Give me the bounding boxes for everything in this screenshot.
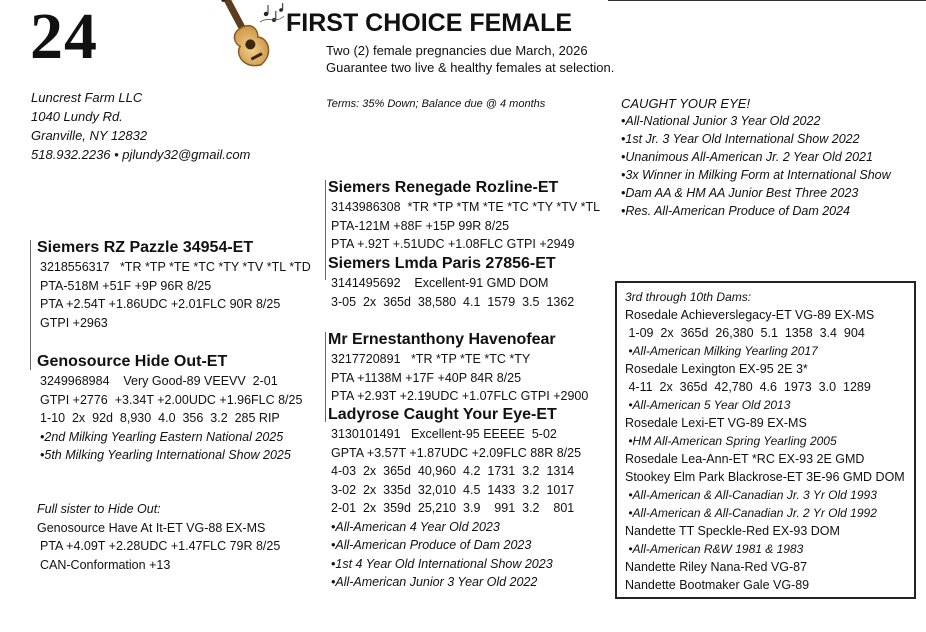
info-line: PTA +2.93T +2.19UDC +1.07FLC GTPI +2900 [331, 389, 589, 403]
full-sister-block [37, 500, 280, 574]
info-line: PTA +1138M +17F +40P 84R 8/25 [331, 370, 522, 385]
dam-row: •All-American & All-Canadian Jr. 3 Yr Old 1993 [625, 488, 877, 502]
info-line: GTPI +2963 [40, 315, 108, 330]
award-line: •All-National Junior 3 Year Old 2022 [621, 114, 821, 128]
dam-row: Nandette Bootmaker Gale VG-89 [625, 578, 810, 592]
award-line: •All-American 4 Year Old 2023 [331, 519, 500, 534]
info-line: 2-01 2x 359d 25,210 3.9 991 3.2 801 [331, 501, 575, 515]
pedigree-bracket [325, 180, 326, 280]
dam-block [37, 352, 302, 465]
info-line: 1-10 2x 92d 8,930 4.0 356 3.2 285 RIP [40, 411, 280, 425]
award-line: •Unanimous All-American Jr. 2 Year Old 2021 [621, 150, 873, 164]
award-line: •1st Jr. 3 Year Old International Show 2022 [621, 132, 860, 146]
subtitle-line: Guarantee two live & healthy females at selection. [326, 60, 615, 75]
dam-block [328, 254, 574, 311]
dam-row: Rosedale Achieverslegacy-ET VG-89 EX-MS [625, 308, 875, 322]
animal-name: Siemers RZ Pazzle 34954-ET [37, 239, 254, 256]
caught-your-eye-block [621, 95, 891, 220]
phone-email: 518.932.2236 • pjlundy32@gmail.com [31, 147, 251, 162]
dam-row: •All-American Milking Yearling 2017 [625, 344, 818, 358]
pedigree-bracket [325, 332, 326, 422]
info-line: 3141495692 Excellent-91 GMD DOM [331, 276, 549, 290]
dam-row: Stookey Elm Park Blackrose-ET 3E-96 GMD DOM [625, 470, 905, 484]
info-line: 3-05 2x 365d 38,580 4.1 1579 3.5 1362 [331, 294, 575, 309]
animal-name: Genosource Have At It-ET VG-88 EX-MS [37, 520, 266, 535]
dam-row: 4-11 2x 365d 42,780 4.6 1973 3.0 1289 [625, 380, 871, 394]
award-line: •Res. All-American Produce of Dam 2024 [621, 204, 851, 218]
terms-text: Terms: 35% Down; Balance due @ 4 months [326, 98, 546, 110]
info-line: 4-03 2x 365d 40,960 4.2 1731 3.2 1314 [331, 464, 575, 478]
lot-number: 24 [30, 0, 98, 73]
contact-block [31, 88, 250, 164]
info-line: 3217720891 *TR *TP *TE *TC *TY [331, 352, 531, 366]
farm-name: Luncrest Farm LLC [31, 90, 143, 105]
award-line: •All-American Produce of Dam 2023 [331, 538, 532, 552]
dam-row: Rosedale Lea-Ann-ET *RC EX-93 2E GMD [625, 452, 865, 466]
sire-block [328, 178, 600, 254]
section-label: Full sister to Hide Out: [37, 502, 161, 516]
section-heading: CAUGHT YOUR EYE! [621, 96, 751, 111]
animal-name: Genosource Hide Out-ET [37, 353, 228, 370]
address-line: 1040 Lundy Rd. [31, 109, 123, 124]
page-title: FIRST CHOICE FEMALE [286, 9, 573, 37]
info-line: 3143986308 *TR *TP *TM *TE *TC *TY *TV *TL [331, 200, 601, 214]
subtitle-line: Two (2) female pregnancies due March, 2026 [326, 43, 588, 58]
dam-row: Rosedale Lexi-ET VG-89 EX-MS [625, 416, 807, 430]
dam-row: Nandette Riley Nana-Red VG-87 [625, 560, 808, 574]
guitar-icon [208, 0, 288, 78]
animal-name: Mr Ernestanthony Havenofear [328, 331, 556, 348]
info-line: GPTA +3.57T +1.87UDC +2.09FLC 88R 8/25 [331, 445, 582, 460]
dam-row: •All-American & All-Canadian Jr. 2 Yr Old 1992 [625, 506, 877, 520]
animal-name: Siemers Lmda Paris 27856-ET [328, 255, 556, 272]
info-line: PTA-518M +51F +9P 96R 8/25 [40, 278, 212, 293]
pedigree-bracket [30, 240, 31, 370]
top-divider [608, 0, 926, 1]
award-line: •3x Winner in Milking Form at International Show [621, 168, 891, 182]
info-line: CAN-Conformation +13 [40, 557, 171, 572]
subtitle [326, 42, 614, 76]
dam-row: 1-09 2x 365d 26,380 5.1 1358 3.4 904 [625, 326, 865, 340]
info-line: 3218556317 *TR *TP *TE *TC *TY *TV *TL *TD [40, 260, 311, 274]
animal-name: Ladyrose Caught Your Eye-ET [328, 406, 557, 423]
dam-rows [625, 306, 914, 594]
dam-row: •HM All-American Spring Yearling 2005 [625, 434, 837, 448]
info-line: 3249968984 Very Good-89 VEEVV 2-01 [40, 374, 278, 388]
info-line: 3130101491 Excellent-95 EEEEE 5-02 [331, 427, 557, 441]
dam-row: Rosedale Lexington EX-95 2E 3* [625, 362, 808, 376]
dam-row: Nandette TT Speckle-Red EX-93 DOM [625, 524, 840, 538]
info-line: PTA +.92T +.51UDC +1.08FLC GTPI +2949 [331, 237, 575, 251]
dam-row: •All-American R&W 1981 & 1983 [625, 542, 804, 556]
info-line: PTA +4.09T +2.28UDC +1.47FLC 79R 8/25 [40, 539, 281, 553]
award-line: •Dam AA & HM AA Junior Best Three 2023 [621, 186, 859, 200]
info-line: GTPI +2776 +3.34T +2.00UDC +1.96FLC 8/25 [40, 392, 303, 407]
sire-block [328, 330, 588, 406]
info-line: PTA-121M +88F +15P 99R 8/25 [331, 218, 510, 233]
city-line: Granville, NY 12832 [31, 128, 148, 143]
info-line: 3-02 2x 335d 32,010 4.5 1433 3.2 1017 [331, 482, 575, 497]
animal-name: Siemers Renegade Rozline-ET [328, 179, 559, 196]
dam-row: •All-American 5 Year Old 2013 [625, 398, 791, 412]
award-line: •1st 4 Year Old International Show 2023 [331, 556, 553, 571]
ancestor-dams-box [615, 281, 916, 599]
box-heading: 3rd through 10th Dams: [625, 290, 752, 304]
award-line: •2nd Milking Yearling Eastern National 2025 [40, 429, 284, 444]
sire-block [37, 238, 311, 332]
info-line: PTA +2.54T +1.86UDC +2.01FLC 90R 8/25 [40, 297, 281, 311]
dam-block [328, 405, 581, 592]
award-line: •5th Milking Yearling International Show 2025 [40, 448, 291, 462]
award-line: •All-American Junior 3 Year Old 2022 [331, 575, 538, 589]
